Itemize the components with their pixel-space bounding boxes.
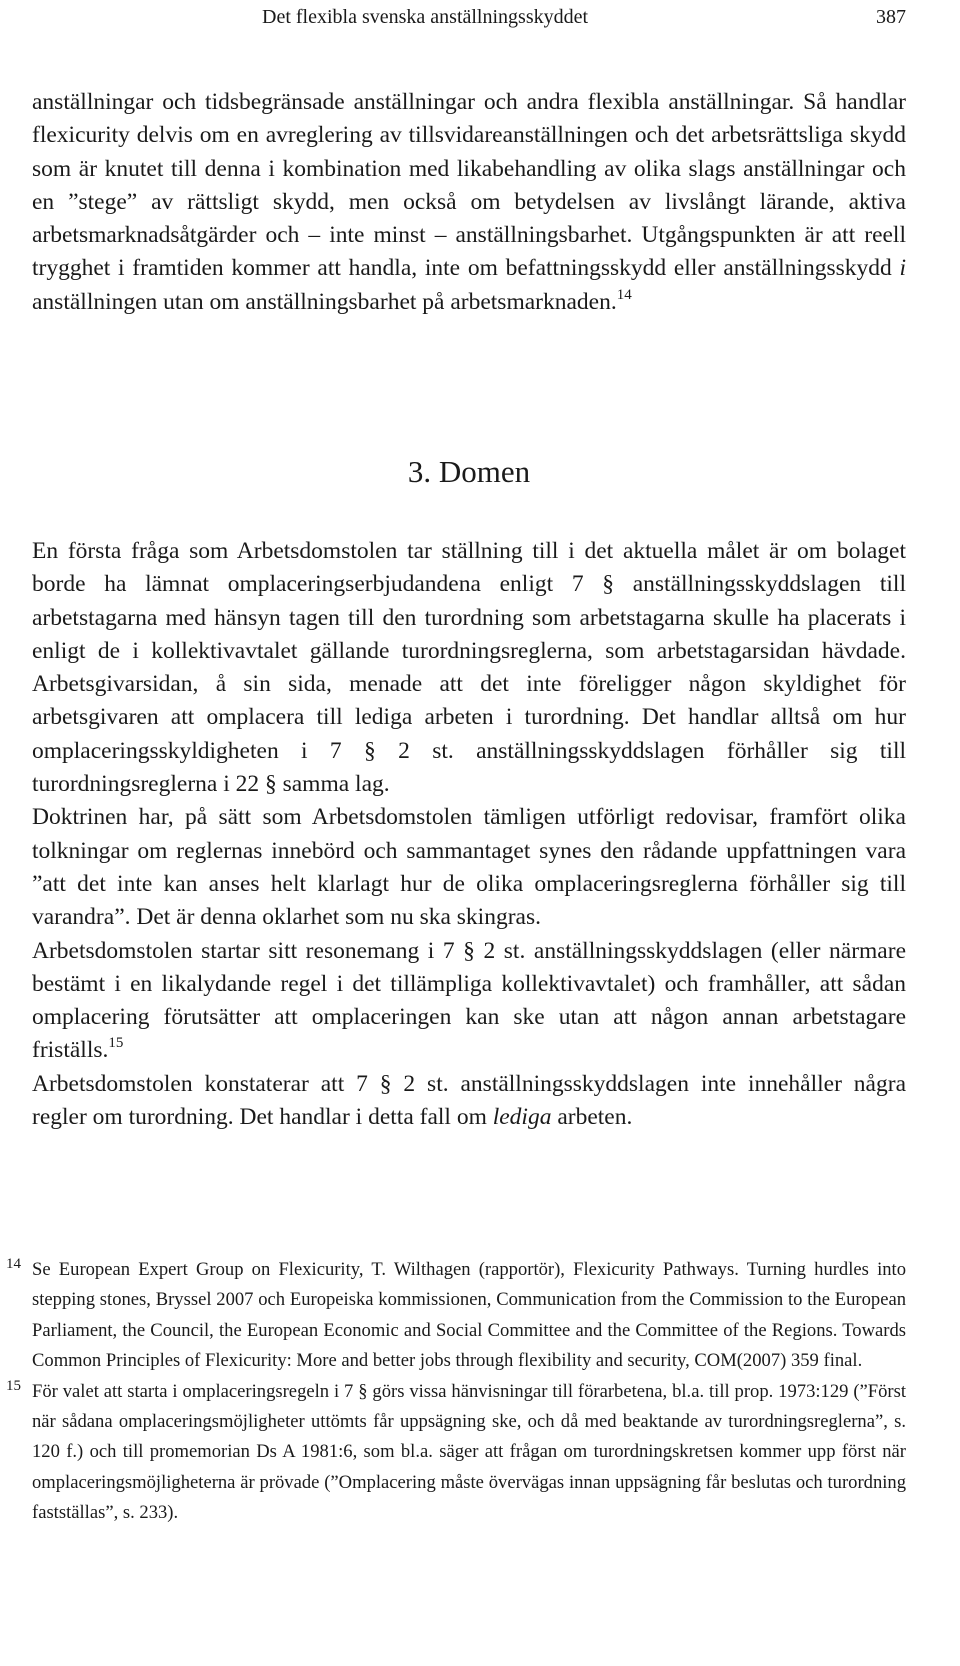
footnote-number: 15 [6,1377,21,1394]
footnotes [6,1255,906,1529]
paragraph-4 [32,1068,906,1135]
paragraph-3-text: Arbetsdomstolen startar sitt resonemang i 7 § 2 st. anställningsskyddslagen (eller närmare bestämt i en likalydande regel i det tillämpliga kollektivavtalet) och framhåller, att sådan omplacering förutsätter att omplaceringen kan ske utan att någon annan arbetstagare friställs. [32,937,906,1064]
running-title: Det flexibla svenska anställningsskyddet [262,6,589,28]
footnote-14 [6,1255,906,1377]
paragraph-3 [32,935,906,1068]
footnote-ref-14[interactable]: 14 [616,286,632,303]
paragraph-4-end: arbeten. [551,1104,633,1131]
footnote-number: 14 [6,1256,21,1272]
paragraph-2 [32,801,906,934]
paragraph-4-text: Arbetsdomstolen konstaterar att 7 § 2 st. anställningsskyddslagen inte innehåller några regler om turordning. Det handlar i detta fall om [32,1070,906,1131]
intro-text-end: anställningen utan om anställningsbarhet på arbetsmarknaden. [32,288,617,315]
intro-paragraph [32,86,906,319]
section-body [32,535,906,1134]
footnote-15 [6,1377,906,1529]
footnote-ref-15[interactable]: 15 [108,1035,124,1052]
running-head [32,4,906,30]
intro-italic: i [899,255,906,282]
page-number: 387 [876,6,906,28]
paragraph-1: En första fråga som Arbetsdomstolen tar ställning till i det aktuella målet är om bolaget borde ha lämnat omplaceringserbjudandena enligt 7 § anställningsskyddslagen till arbetstagarna med hänsyn tagen till den turordning som arbetstagarna skulle ha placerats i enligt de i kollektivavtalet gällande turordningsreglerna, som arbetstagarsidan hävdade. Arbetsgivarsidan, å sin sida, menade att det inte föreligger någon skyldighet för arbetsgivaren att omplacera till lediga arbeten i turordning. Det handlar alltså om hur omplaceringsskyldigheten i 7 § 2 st. anställningsskyddslagen förhåller sig till turordningsreglerna i 22 § samma lag. [32,538,906,798]
paragraph-4-italic: lediga [492,1104,552,1131]
paragraph-2-text: Doktrinen har, på sätt som Arbetsdomstolen tämligen utförligt redovisar, framfört olika tolkningar om reglernas innebörd och sammantaget synes den rådande uppfattningen vara ”att det inte kan anses helt klarlagt hur de olika omplaceringsreglerna förhåller sig till varandra”. Det är denna oklarhet som nu ska skingras. [32,804,906,931]
intro-text: anställningar och tidsbegränsade anställningar och andra flexibla anställningar. Så handlar flexicurity delvis om en avreglering av tillsvidareanställningen och det arbetsrättsliga skydd som är knutet till denna i kombination med likabehandling av olika slags anställningar och en ”stege” av rättsligt skydd, men också om betydelsen av livslångt lärande, aktiva arbetsmarknadsåtgärder och – inte minst – anställningsbarhet. Utgångspunkten är att reell trygghet i framtiden kommer att handla, inte om befattningsskydd eller anställningsskydd [32,89,906,282]
footnote-text: För valet att starta i omplaceringsregeln i 7 § görs vissa hänvisningar till förarbetena, bl.a. till prop. 1973:129 (”Först när sådana omplaceringsmöjligheter uttömts får uppsägning ske, och då med beaktande av turordningsreglerna”, s. 120 f.) och till promemorian Ds A 1981:6, som bl.a. säger att frågan om turordningskretsen kommer upp först när omplaceringsmöjligheterna är prövade (”Omplacering måste övervägas innan uppsägning får beslutas och turordning fastställas”, s. 233). [32,1380,906,1524]
section-heading: 3. Domen [407,454,531,489]
footnote-text: Se European Expert Group on Flexicurity, T. Wilthagen (rapportör), Flexicurity Pathways. Turning hurdles into stepping stones, Bryssel 2007 och Europeiska kommissionen, Communication from the Commission to the European Parliament, the Council, the European Economic and Social Committee and the Committee of the Regions. Towards Common Principles of Flexicurity: More and better jobs through flexibility and security, COM(2007) 359 final. [32,1259,906,1372]
